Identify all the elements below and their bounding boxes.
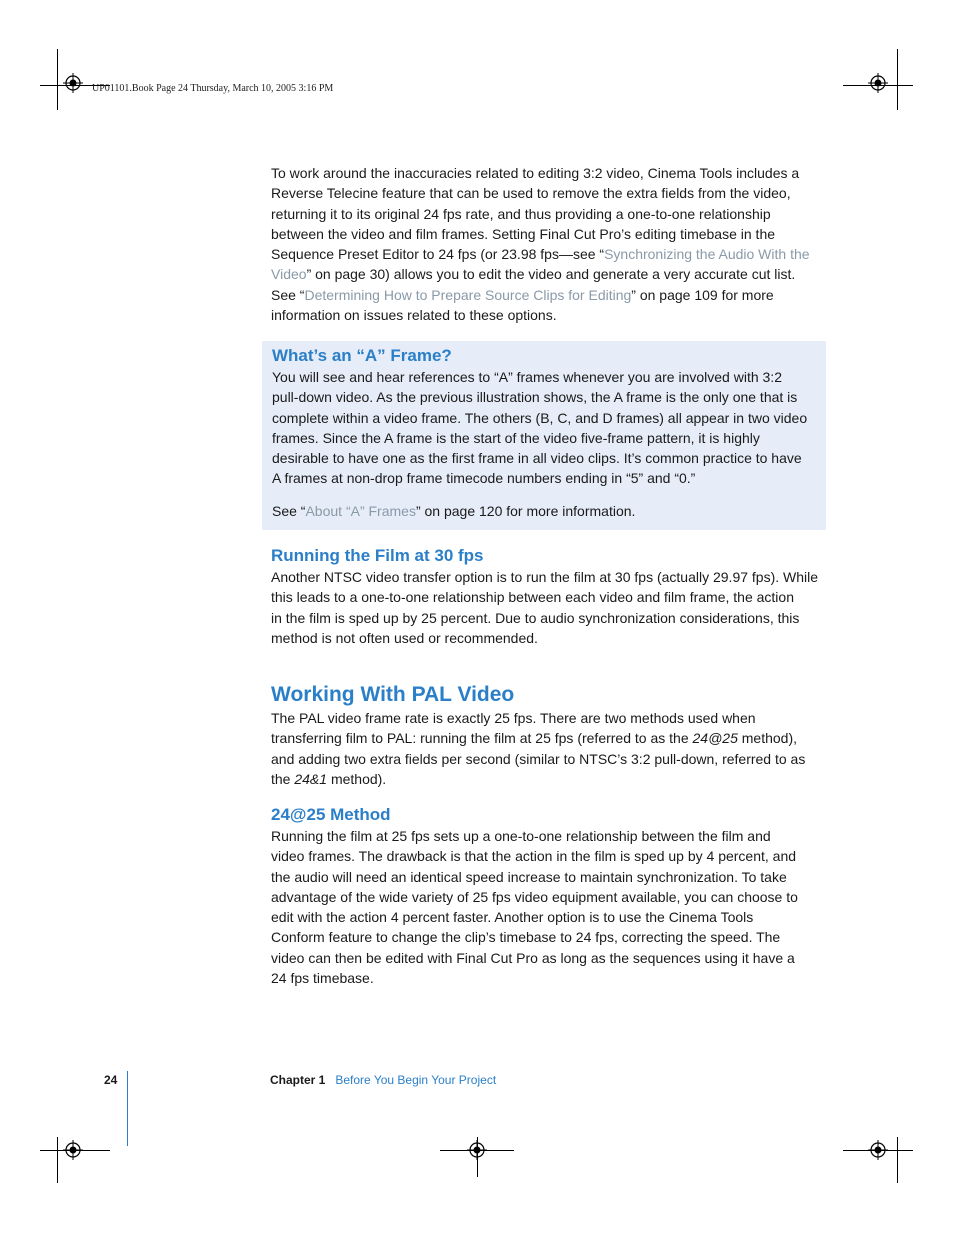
text-line	[271, 968, 831, 988]
sidebar-see-text	[272, 501, 822, 521]
text-run: 24 fps timebase.	[271, 970, 374, 987]
text-line	[271, 708, 831, 728]
text-line	[271, 867, 831, 887]
text-line	[271, 608, 831, 628]
cross-reference-link[interactable]: About “A” Frames	[305, 502, 416, 519]
chapter-label: Chapter 1	[270, 1073, 326, 1087]
text-line	[271, 163, 831, 183]
registration-mark-icon	[467, 1140, 487, 1160]
text-line	[271, 846, 831, 866]
text-line	[271, 927, 831, 947]
text-line	[271, 907, 831, 927]
text-run: transferring film to PAL: running the film at 25 fps (referred to as the	[271, 730, 693, 747]
text-run: in the film is sped up by 25 percent. Due to audio synchronization considerations, this	[271, 609, 800, 626]
text-run: the	[271, 770, 295, 787]
crop-mark-tr-v	[897, 49, 898, 110]
text-run: complete within a video frame. The others (B, C, and D frames) all appear in two video	[272, 409, 808, 426]
text-run: method is not often used or recommended.	[271, 629, 538, 646]
text-line	[272, 408, 822, 428]
text-line	[271, 948, 831, 968]
text-run: video can then be edited with Final Cut Pro as long as the sequences using it have a	[271, 949, 795, 966]
chapter-title-link[interactable]: Before You Begin Your Project	[335, 1073, 497, 1087]
text-run: To work around the inaccuracies related to editing 3:2 video, Cinema Tools includes a	[271, 165, 800, 181]
text-line	[272, 367, 822, 387]
pal-heading: Working With PAL Video	[271, 683, 515, 706]
cross-reference-link[interactable]: Determining How to Prepare Source Clips for Editing	[304, 286, 632, 303]
text-line	[271, 567, 831, 587]
text-run: 24&1	[294, 770, 328, 787]
text-run: frames. Since the A frame is the start of the video five-frame pattern, it is highly	[272, 429, 760, 446]
text-run: advantage of the wide variety of 25 fps video equipment available, you can choose to	[271, 888, 798, 905]
text-run: pull-down video. As the previous illustration shows, the A frame is the only one that is	[272, 389, 798, 406]
text-run: See “	[272, 502, 306, 519]
crop-mark-br-v	[897, 1137, 898, 1183]
text-line	[272, 428, 822, 448]
footer-rule	[127, 1071, 128, 1146]
registration-mark-icon	[868, 73, 888, 93]
text-run: Another NTSC video transfer option is to run the film at 30 fps (actually 29.97 fps). While	[271, 569, 819, 585]
section-pal	[271, 682, 831, 789]
section-24at25	[271, 804, 831, 988]
text-run: returning it to its original 24 fps rate, and thus providing a one-to-one relationship	[271, 205, 771, 222]
text-run: video frames. The drawback is that the action in the film is sped up by 4 percent, and	[271, 848, 797, 865]
text-line	[271, 264, 831, 284]
crop-mark-tl-v	[57, 49, 58, 110]
registration-mark-icon	[63, 1140, 83, 1160]
text-run: desirable to have one as the first frame in all video clips. It’s common practice to have	[272, 450, 802, 467]
text-line	[272, 387, 822, 407]
page-number: 24	[104, 1073, 118, 1087]
text-run: See “	[271, 286, 305, 303]
text-line	[271, 224, 831, 244]
section-film-30	[271, 545, 831, 648]
sidebar-heading: What’s an “A” Frame?	[272, 346, 452, 365]
text-run: 24@25	[692, 730, 738, 747]
print-slug: UP01101.Book Page 24 Thursday, March 10, 2005 3:16 PM	[92, 83, 334, 94]
text-run: the audio will need an identical speed increase to maintain synchronization. To take	[271, 868, 787, 885]
text-line	[271, 769, 831, 789]
intro-text	[271, 163, 831, 325]
text-run: Sequence Preset Editor to 24 fps (or 23.98 fps—see “	[271, 246, 605, 263]
text-run: Reverse Telecine feature that can be used to remove the extra fields from the video,	[271, 185, 791, 202]
crop-mark-bl-v	[57, 1137, 58, 1183]
registration-mark-icon	[63, 73, 83, 93]
text-line	[271, 305, 831, 325]
text-run: edit with the action 4 percent faster. Another option is to use the Cinema Tools	[271, 909, 754, 926]
sidebar-content	[272, 345, 822, 521]
text-line	[272, 448, 822, 468]
intro-paragraph	[271, 163, 831, 325]
text-line	[271, 183, 831, 203]
text-run: ” on page 120 for more information.	[415, 502, 636, 519]
text-line	[271, 826, 831, 846]
text-line	[271, 204, 831, 224]
text-run: between the video and film frames. Setting Final Cut Pro’s editing timebase in the	[271, 225, 776, 242]
method2425-heading: 24@25 Method	[271, 805, 391, 824]
text-run: ” on page 109 for more	[631, 286, 774, 303]
text-line	[271, 887, 831, 907]
text-run: The PAL video frame rate is exactly 25 fps. There are two methods used when	[271, 710, 756, 726]
registration-mark-icon	[868, 1140, 888, 1160]
text-line	[271, 628, 831, 648]
sidebar-text	[272, 367, 822, 489]
text-run: method),	[737, 730, 797, 747]
text-line	[271, 728, 831, 748]
text-run: this leads to a one-to-one relationship between each video and film frame, the action	[271, 589, 794, 606]
text-run: A frames at non-drop frame timecode numbers ending in “5” and “0.”	[272, 470, 696, 487]
text-line	[271, 749, 831, 769]
film30-text	[271, 567, 831, 648]
text-line	[271, 285, 831, 305]
text-run: Conform feature to change the clip’s timebase to 24 fps, correcting the speed. The	[271, 929, 781, 946]
text-line	[271, 244, 831, 264]
text-run: You will see and hear references to “A” frames whenever you are involved with 3:2	[272, 369, 782, 385]
cross-reference-link[interactable]: Video	[271, 266, 307, 283]
text-run: Running the film at 25 fps sets up a one-to-one relationship between the film and	[271, 828, 771, 844]
film30-heading: Running the Film at 30 fps	[271, 546, 484, 565]
cross-reference-link[interactable]: Synchronizing the Audio With the	[604, 246, 810, 263]
text-line	[272, 468, 822, 488]
text-run: method).	[327, 770, 387, 787]
text-run: and adding two extra fields per second (similar to NTSC’s 3:2 pull-down, referred to as	[271, 750, 806, 767]
text-run: information on issues related to these options.	[271, 307, 557, 324]
pal-text	[271, 708, 831, 789]
method2425-text	[271, 826, 831, 988]
footer-chapter	[270, 1073, 496, 1087]
text-run: ” on page 30) allows you to edit the video and generate a very accurate cut list.	[306, 266, 796, 283]
text-line	[271, 587, 831, 607]
